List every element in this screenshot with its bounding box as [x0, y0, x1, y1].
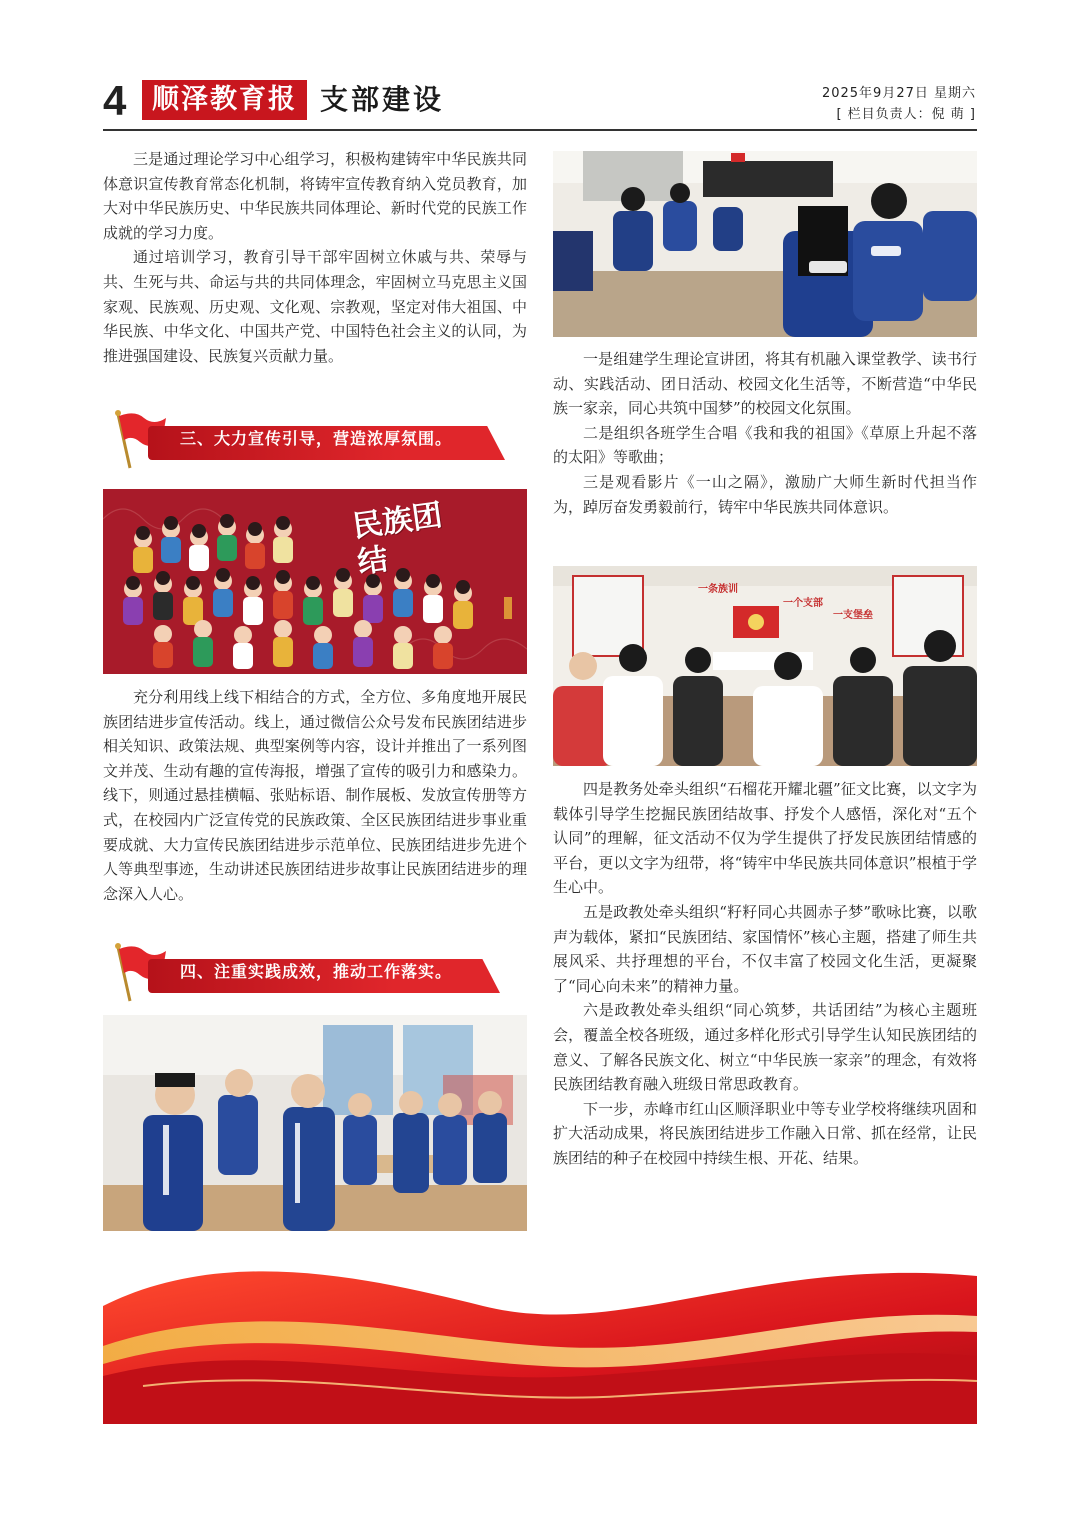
paragraph: 二是组织各班学生合唱《我和我的祖国》《草原上升起不落的太阳》等歌曲； — [553, 423, 977, 467]
section-heading-text: 三、大力宣传引导，营造浓厚氛围。 — [180, 429, 453, 448]
decorative-ribbon-footer — [103, 1236, 977, 1424]
paragraph: 六是政教处牵头组织“同心筑梦，共话团结”为核心主题班会，覆盖全校各班级，通过多样化形式引导学生认知民族团结的意义、了解各民族文化、树立“中华民族一家亲”的理念，有效将民族团结教育融入班级日常思政教育。 — [553, 1001, 977, 1094]
paragraph: 五是政教处牵头组织“籽籽同心共圆赤子梦”歌咏比赛，以歌声为载体，紧扣“民族团结、家国情怀”核心主题，搭建了师生共展风采、共抒理想的平台，不仅丰富了校园文化生活，更凝聚了“同心向未来”的精神力量。 — [553, 902, 977, 995]
paragraph: 三是通过理论学习中心组学习，积极构建铸牢中华民族共同体意识宣传教育常态化机制，将铸牢宣传教育纳入党员教育，加大对中华民族历史、中华民族共同体理论、新时代党的民族工作成就的学习力度。 — [103, 150, 527, 242]
section-title: 支部建设 — [320, 83, 445, 116]
paragraph: 一是组建学生理论宣讲团，将其有机融入课堂教学、读书行动、实践活动、团日活动、校园文化生活等，不断营造“中华民族一家亲，同心共筑中国梦”的校园文化氛围。 — [553, 350, 977, 418]
meeting-slogan: 一个支部 — [783, 598, 823, 609]
party-meeting-photo — [553, 566, 977, 766]
ethnic-unity-poster — [103, 489, 527, 674]
section-heading-3 — [110, 420, 505, 454]
section-heading-text: 四、注重实践成效，推动工作落实。 — [180, 962, 453, 981]
meeting-slogan: 一支堡垒 — [833, 610, 873, 621]
section-heading-4 — [110, 953, 500, 987]
header-rule — [103, 129, 977, 131]
paragraph: 下一步，赤峰市红山区顺泽职业中等专业学校将继续巩固和扩大活动成果，将民族团结进步工作融入日常、抓在经常，让民族团结的种子在校园中持续生根、开花、结果。 — [553, 1099, 977, 1167]
practice-text-b — [553, 777, 977, 1171]
section3-text — [103, 685, 527, 906]
newspaper-name: 顺泽教育报 — [142, 80, 307, 120]
page-number: 4 — [103, 77, 127, 124]
poster-title: 民族团结 — [350, 497, 445, 581]
paragraph: 通过培训学习，教育引导干部牢固树立休戚与共、荣辱与共、生死与共、命运与共的共同体理念，牢固树立马克思主义国家观、民族观、历史观、文化观、宗教观，坚定对伟大祖国、中华民族、中华文化、中国共产党、中国特色社会主义的认同，为推进强国建设、民族复兴贡献力量。 — [103, 248, 527, 365]
paragraph: 三是观看影片《一山之隔》，激励广大师生新时代担当作为，踔厉奋发勇毅前行，铸牢中华民族共同体意识。 — [553, 472, 977, 516]
paragraph: 充分利用线上线下相结合的方式，全方位、多角度地开展民族团结进步宣传活动。线上，通过微信公众号发布民族团结进步相关知识、政策法规、典型案例等内容，设计并推出了一系列图文并茂、生动有趣的宣传海报，增强了宣传的吸引力和感染力。线下，则通过悬挂横幅、张贴标语、制作展板、发放宣传册等方式，在校园内广泛宣传党的民族政策、全区民族团结进步事业重要成就、大力宣传民族团结进步示范单位、民族团结进步先进个人等典型事迹，生动讲述民族团结进步故事让民族团结进步的理念深入人心。 — [103, 688, 527, 903]
paragraph: 四是教务处牵头组织“石榴花开耀北疆”征文比赛，以文字为载体引导学生挖掘民族团结故事、抒发个人感悟，深化对“五个认同”的理解，征文活动不仅为学生提供了抒发民族团结情感的平台，更以文字为纽带，将“铸牢中华民族共同体意识”根植于学生心中。 — [553, 780, 977, 897]
meeting-slogan: 一条族训 — [698, 584, 738, 595]
practice-text-a — [553, 347, 977, 519]
classroom-lecture-photo — [553, 151, 977, 337]
column-editor: [ 栏目负责人：倪 萌 ] — [836, 107, 976, 122]
intro-text — [103, 147, 527, 368]
issue-date: 2025年9月27日 星期六 — [821, 86, 976, 101]
students-singing-photo — [103, 1015, 527, 1231]
